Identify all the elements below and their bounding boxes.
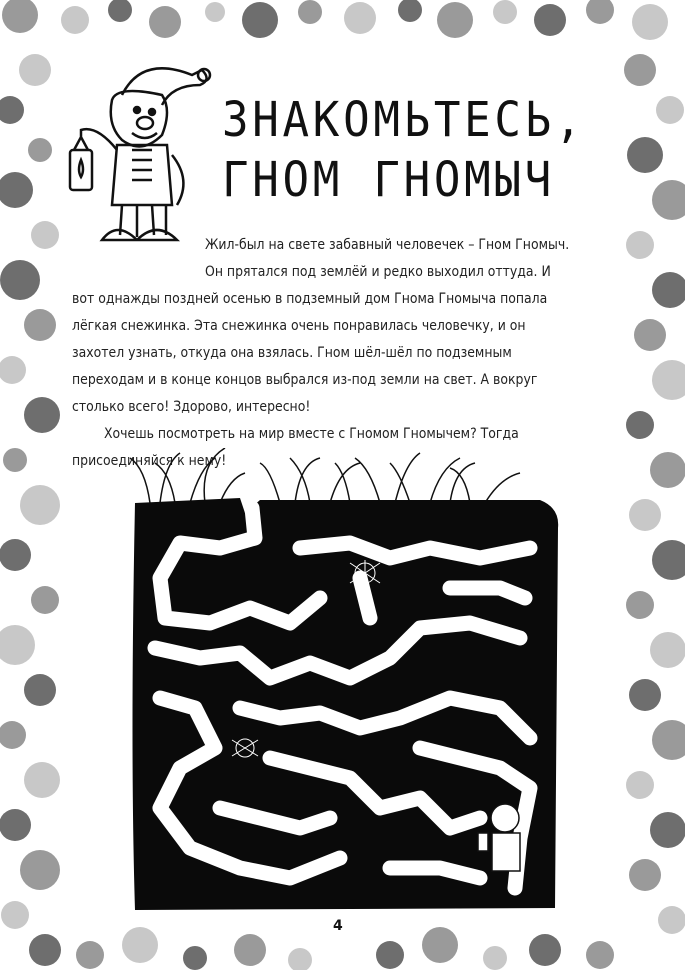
page-title-line-1: ЗНАКОМЬТЕСЬ,	[222, 92, 586, 148]
story-text-line: переходам и в конце концов выбрался из-под земли на свет. А вокруг	[72, 372, 538, 388]
decorative-dot	[0, 809, 31, 841]
decorative-dot	[20, 850, 60, 890]
decorative-dot	[629, 859, 661, 891]
decorative-dot	[19, 54, 51, 86]
decorative-dot	[122, 927, 158, 963]
decorative-dot	[242, 2, 278, 38]
decorative-dot	[29, 934, 61, 966]
decorative-dot	[376, 941, 404, 969]
decorative-dot	[422, 927, 458, 963]
decorative-dot	[24, 762, 60, 798]
decorative-dot	[0, 625, 35, 665]
story-text-line: вот однажды поздней осенью в подземный дом Гнома Гномыча попала	[72, 291, 548, 307]
underground-maze[interactable]	[120, 448, 570, 918]
decorative-dot	[298, 0, 322, 24]
decorative-dot	[626, 231, 654, 259]
decorative-dot	[3, 448, 27, 472]
page-title-line-2: ГНОМ ГНОМЫЧ	[222, 152, 555, 208]
decorative-dot	[108, 0, 132, 22]
decorative-dot	[529, 934, 561, 966]
story-text-line: лёгкая снежинка. Эта снежинка очень понравилась человечку, и он	[72, 318, 526, 334]
decorative-dot	[20, 485, 60, 525]
decorative-dot	[626, 591, 654, 619]
decorative-dot	[586, 0, 614, 24]
page-number: 4	[333, 918, 343, 934]
decorative-dot	[652, 360, 685, 400]
decorative-dot	[28, 138, 52, 162]
story-text-line: присоединяйся к нему!	[72, 453, 227, 469]
decorative-dot	[626, 771, 654, 799]
decorative-dot	[652, 272, 685, 308]
decorative-dot	[205, 2, 225, 22]
decorative-dot	[493, 0, 517, 24]
decorative-dot	[586, 941, 614, 969]
story-text-line: столько всего! Здорово, интересно!	[72, 399, 311, 415]
decorative-dot	[658, 906, 685, 934]
decorative-dot	[652, 180, 685, 220]
decorative-dot	[0, 172, 33, 208]
gnome-with-lantern-illustration	[62, 55, 212, 255]
story-text-line: Он прятался под землёй и редко выходил оттуда. И	[205, 264, 551, 280]
decorative-dot	[31, 586, 59, 614]
decorative-dot	[24, 309, 56, 341]
decorative-dot	[0, 721, 26, 749]
decorative-dot	[629, 679, 661, 711]
decorative-dot	[629, 499, 661, 531]
decorative-dot	[437, 2, 473, 38]
decorative-dot	[632, 4, 668, 40]
decorative-dot	[650, 452, 685, 488]
story-text-line: захотел узнать, откуда она взялась. Гном шёл-шёл по подземным	[72, 345, 512, 361]
decorative-dot	[627, 137, 663, 173]
decorative-dot	[31, 221, 59, 249]
decorative-dot	[76, 941, 104, 969]
decorative-dot	[0, 96, 24, 124]
decorative-dot	[2, 0, 38, 33]
decorative-dot	[234, 934, 266, 966]
decorative-dot	[288, 948, 312, 970]
decorative-dot	[0, 356, 26, 384]
story-text-line: Хочешь посмотреть на мир вместе с Гномом Гномычем? Тогда	[104, 426, 519, 442]
decorative-dot	[183, 946, 207, 970]
decorative-dot	[61, 6, 89, 34]
decorative-dot	[652, 540, 685, 580]
decorative-dot	[24, 674, 56, 706]
grass	[130, 448, 520, 503]
decorative-dot	[652, 720, 685, 760]
decorative-dot	[634, 319, 666, 351]
decorative-dot	[650, 632, 685, 668]
decorative-dot	[534, 4, 566, 36]
story-text-line: Жил-был на свете забавный человечек – Гном Гномыч.	[205, 237, 570, 253]
decorative-dot	[650, 812, 685, 848]
decorative-dot	[0, 260, 40, 300]
decorative-dot	[149, 6, 181, 38]
decorative-dot	[656, 96, 684, 124]
decorative-dot	[483, 946, 507, 970]
decorative-dot	[624, 54, 656, 86]
decorative-dot	[24, 397, 60, 433]
decorative-dot	[1, 901, 29, 929]
decorative-dot	[398, 0, 422, 22]
decorative-dot	[0, 539, 31, 571]
decorative-dot	[344, 2, 376, 34]
decorative-dot	[626, 411, 654, 439]
